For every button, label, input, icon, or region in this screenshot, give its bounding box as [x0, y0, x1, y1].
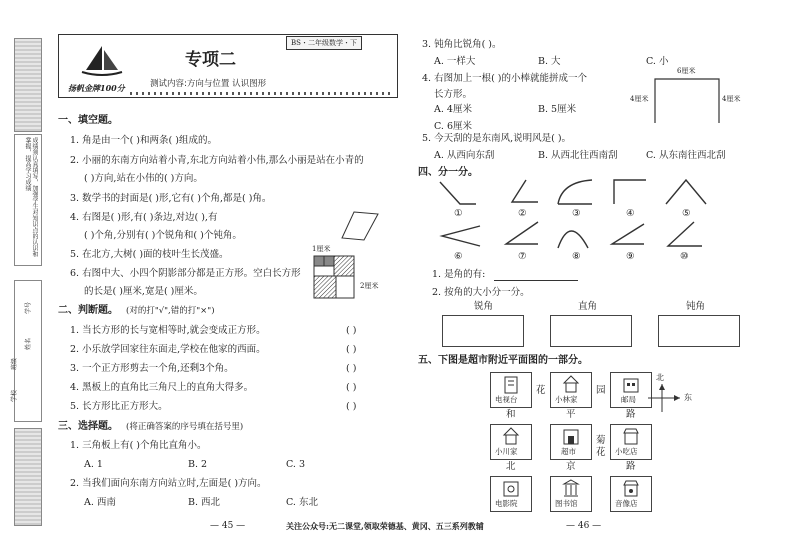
s4-q2: 2. 按角的大小分一分。	[432, 287, 530, 298]
cat-acute-box[interactable]	[442, 315, 524, 347]
sidebar-note: 成绩须认真填写，加强学生对知识点的认识和掌握，提高学习成绩	[24, 137, 38, 257]
s2-paren-3[interactable]: ( )	[346, 363, 357, 374]
shape-9	[608, 220, 648, 248]
map-label-snack-shop: 小吃店	[615, 447, 638, 456]
section3-note: (将正确答案的序号填在括号里)	[126, 422, 244, 432]
map-cell-library	[550, 476, 592, 512]
s1-q2a: 2. 小丽的东南方向站着小青,东北方向站着小伟,那么小丽是站在小青的	[70, 155, 364, 166]
s3-q2-opt-a: A. 西南	[84, 497, 116, 508]
section5-title: 五、下图是超市附近平面图的一部分。	[418, 355, 588, 366]
page-number-left: — 45 —	[210, 521, 246, 531]
s2-item-2: 2. 小乐放学回家往东面走,学校在他家的西面。	[70, 344, 266, 355]
sidebar-bottom-strip	[14, 428, 42, 526]
street-peace-1: 和	[506, 409, 516, 420]
map-label-xiaochuan-home: 小川家	[495, 447, 518, 456]
map-label-supermarket: 超市	[561, 447, 576, 456]
shape-num-4: ④	[626, 208, 635, 219]
s1-q2b: ( )方向,站在小伟的( )方向。	[84, 173, 203, 184]
page-number-right: — 46 —	[566, 521, 602, 531]
street-chrysanthemum-1: 菊	[596, 435, 606, 446]
cat-acute-label: 锐角	[474, 301, 494, 312]
shape-1	[438, 180, 478, 206]
s2-item-5: 5. 长方形比正方形大。	[70, 401, 168, 412]
post-office-icon	[623, 375, 639, 393]
shape-num-1: ①	[454, 208, 463, 219]
shape-4	[610, 178, 650, 206]
map-cell-supermarket	[550, 424, 592, 460]
fig6-label-top: 1厘米	[312, 245, 331, 253]
s1-q4a: 4. 右图是( )形,有( )条边,对边( ),有	[70, 212, 218, 223]
s3-q3: 3. 钝角比锐角( )。	[422, 39, 502, 50]
s3-q5-opt-c: C. 从东南往西北刮	[646, 150, 726, 161]
q4-fig-left: 4厘米	[630, 95, 649, 103]
s4-q1: 1. 是角的有:	[432, 269, 486, 280]
s1-q6a: 6. 右图中大、小四个阴影部分都是正方形。空白长方形	[70, 268, 301, 279]
sidebar-field-id: 学号	[25, 301, 33, 315]
page-title: 专项二	[185, 50, 236, 70]
street-flower-2: 园	[596, 385, 606, 396]
map-cell-snack-shop	[610, 424, 652, 460]
s3-q3-opt-c: C. 小	[646, 56, 669, 67]
sidebar-field-school: 学校	[11, 389, 19, 403]
section2-note: (对的打"√",错的打"×")	[126, 306, 215, 316]
cat-obtuse-label: 钝角	[686, 301, 706, 312]
shape-num-10: ⑩	[680, 251, 689, 262]
s3-q4a: 4. 右图加上一根( )的小棒就能拼成一个	[422, 73, 588, 84]
shape-num-3: ③	[572, 208, 581, 219]
s3-q5-opt-a: A. 从西向东刮	[434, 150, 495, 161]
shape-6	[440, 222, 484, 248]
map-cell-tv-station	[490, 372, 532, 408]
street-chrysanthemum-2: 花	[596, 447, 606, 458]
map-label-xiaolin-home: 小林家	[555, 395, 578, 404]
s4-q1-answer-line[interactable]	[494, 280, 578, 281]
cat-right-box[interactable]	[550, 315, 632, 347]
fig6-label-side: 2厘米	[360, 282, 379, 290]
section4-title: 四、分一分。	[418, 167, 478, 178]
s2-item-1: 1. 当长方形的长与宽相等时,就会变成正方形。	[70, 325, 266, 336]
s3-q1: 1. 三角板上有( )个角比直角小。	[70, 440, 207, 451]
section3-title: 三、选择题。	[58, 421, 118, 432]
shape-num-5: ⑤	[682, 208, 691, 219]
music-store-icon	[623, 479, 639, 497]
s1-q3: 3. 数学书的封面是( )形,它有( )个角,都是( )角。	[70, 193, 272, 204]
q4-fig-top: 6厘米	[677, 67, 696, 75]
store-icon	[563, 427, 579, 445]
s2-item-4: 4. 黑板上的直角比三角尺上的直角大得多。	[70, 382, 254, 393]
shape-3	[556, 178, 596, 206]
shape-10	[664, 220, 704, 248]
sidebar-info-box	[11, 280, 42, 422]
street-beijing-1: 北	[506, 461, 516, 472]
shape-num-8: ⑧	[572, 251, 581, 262]
cinema-icon	[503, 479, 519, 497]
building-icon	[503, 375, 519, 393]
q4-fig-right: 4厘米	[722, 95, 741, 103]
map-cell-xiaochuan-home	[490, 424, 532, 460]
sail-logo-icon	[80, 44, 124, 78]
logo-text: 扬帆金牌100分	[68, 83, 125, 93]
stick-figure	[654, 78, 720, 124]
map-cell-music-store	[610, 476, 652, 512]
parallelogram-figure	[340, 210, 380, 242]
header-dots	[130, 92, 390, 95]
s3-q1-opt-b: B. 2	[188, 459, 208, 470]
shape-5	[664, 178, 708, 206]
s2-paren-5[interactable]: ( )	[346, 401, 357, 412]
page-subtitle: 测试内容:方向与位置 认识图形	[150, 79, 267, 89]
s3-q1-opt-c: C. 3	[286, 459, 306, 470]
s1-q4b: ( )个角,分别有( )个锐角和( )个钝角。	[84, 230, 242, 241]
s3-q2-opt-b: B. 西北	[188, 497, 221, 508]
section1-title: 一、填空题。	[58, 115, 118, 126]
s1-q5: 5. 在北方,大树( )面的枝叶生长茂盛。	[70, 249, 229, 260]
street-peace-3: 路	[626, 409, 636, 420]
s2-paren-2[interactable]: ( )	[346, 344, 357, 355]
map-cell-cinema	[490, 476, 532, 512]
s3-q2: 2. 当我们面向东南方向站立时,左面是( )方向。	[70, 478, 267, 489]
library-icon	[563, 479, 579, 497]
cat-right-label: 直角	[578, 301, 598, 312]
shape-num-7: ⑦	[518, 251, 527, 262]
shape-7	[500, 220, 540, 248]
s3-q4-opt-a: A. 4厘米	[434, 104, 472, 115]
shape-num-9: ⑨	[626, 251, 635, 262]
map-label-cinema: 电影院	[495, 499, 518, 508]
shape-8	[554, 220, 594, 250]
house-icon	[563, 375, 579, 393]
s3-q3-opt-b: B. 大	[538, 56, 561, 67]
s1-q6b: 的长是( )厘米,宽是( )厘米。	[84, 286, 203, 297]
grade-tag: BS・二年级数学・下	[286, 36, 362, 50]
shape-num-6: ⑥	[454, 251, 463, 262]
street-beijing-3: 路	[626, 461, 636, 472]
map-label-library: 图书馆	[555, 499, 578, 508]
compass-icon	[646, 384, 686, 414]
shop-icon	[623, 427, 639, 445]
shape-2	[500, 178, 540, 206]
compass-east-label: 东	[684, 393, 692, 402]
sidebar-field-name: 姓名	[25, 337, 33, 351]
map-label-post-office: 邮局	[621, 395, 636, 404]
footer-notice: 关注公众号:无二课堂,领取荣德基、黄冈、五三系列教辅	[286, 521, 484, 531]
s2-paren-4[interactable]: ( )	[346, 382, 357, 393]
shape-num-2: ②	[518, 208, 527, 219]
street-beijing-2: 京	[566, 461, 576, 472]
s3-q5: 5. 今天刮的是东南风,说明风是( )。	[422, 133, 572, 144]
s3-q3-opt-a: A. 一样大	[434, 56, 476, 67]
cat-obtuse-box[interactable]	[658, 315, 740, 347]
sidebar-top-strip	[14, 38, 42, 132]
squares-figure	[314, 256, 356, 300]
house-icon	[503, 427, 519, 445]
s3-q4b: 长方形。	[434, 89, 473, 100]
s3-q4-opt-c: C. 6厘米	[434, 121, 473, 132]
s3-q1-opt-a: A. 1	[84, 459, 103, 470]
s3-q4-opt-b: B. 5厘米	[538, 104, 577, 115]
sidebar-field-class: 班级	[11, 357, 19, 371]
section2-title: 二、判断题。	[58, 305, 118, 316]
map-label-tv-station: 电视台	[495, 395, 518, 404]
s3-q2-opt-c: C. 东北	[286, 497, 318, 508]
s1-q1: 1. 角是由一个( )和两条( )组成的。	[70, 135, 217, 146]
sidebar-note-box	[14, 134, 42, 266]
map-cell-xiaolin-home	[550, 372, 592, 408]
s2-item-3: 3. 一个正方形剪去一个角,还剩3个角。	[70, 363, 234, 374]
s2-paren-1[interactable]: ( )	[346, 325, 357, 336]
street-flower-1: 花	[536, 385, 546, 396]
s3-q5-opt-b: B. 从西北往西南刮	[538, 150, 618, 161]
compass-north-label: 北	[656, 373, 664, 382]
street-peace-2: 平	[566, 409, 576, 420]
map-label-music-store: 音像店	[615, 499, 638, 508]
